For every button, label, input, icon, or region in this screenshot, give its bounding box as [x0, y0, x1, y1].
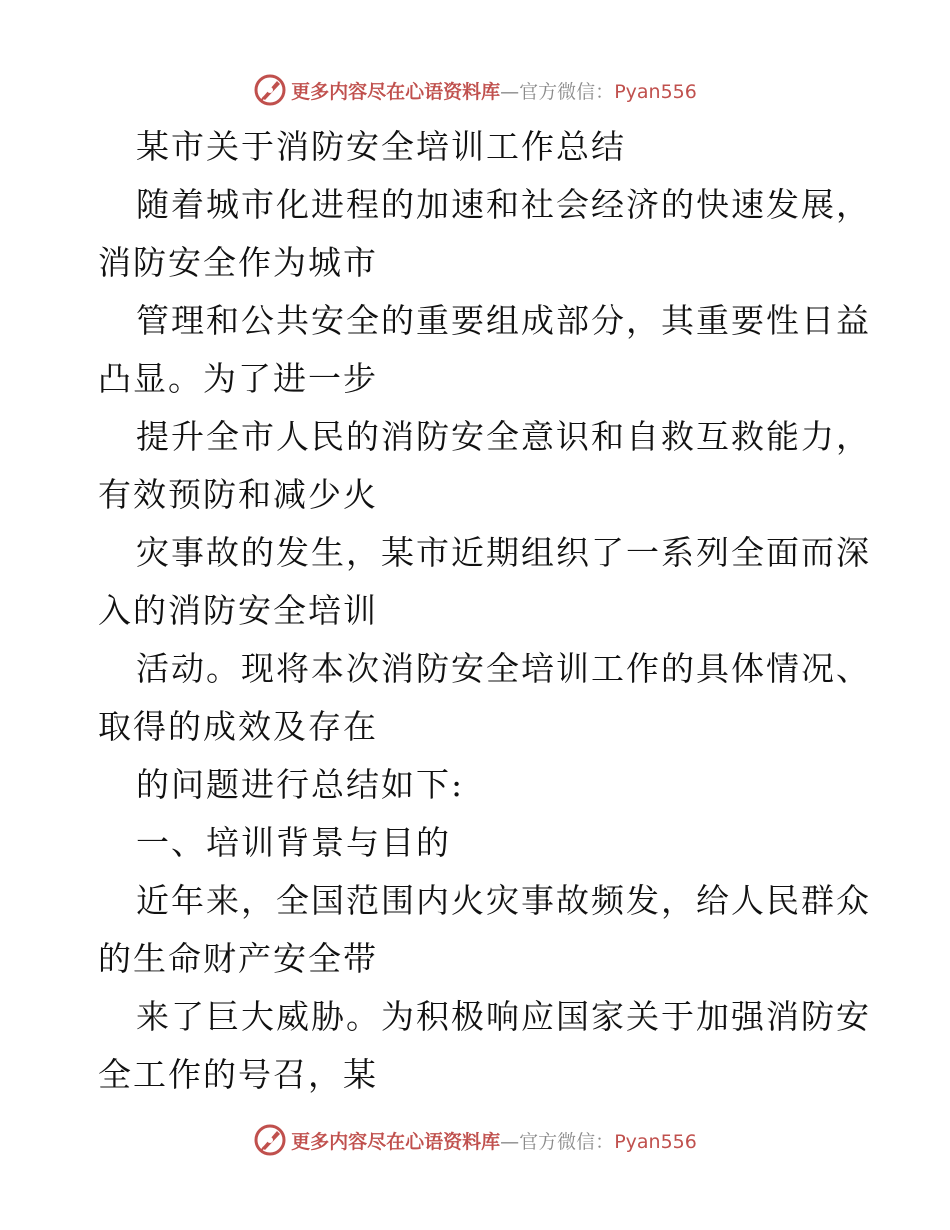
banner-separator: —	[500, 80, 520, 103]
footer-banner	[0, 1120, 950, 1160]
paragraph-line: 来了巨大威胁。为积极响应国家关于加强消防安	[136, 997, 871, 1036]
quill-pen-logo-icon	[253, 73, 287, 107]
paragraph-line: 管理和公共安全的重要组成部分，其重要性日益	[136, 301, 871, 340]
banner-site-name: 更多内容尽在心语资料库	[291, 80, 501, 103]
paragraph-line: 提升全市人民的消防安全意识和自救互救能力，	[136, 417, 871, 456]
banner-wechat-id: Pyan556	[614, 1130, 697, 1153]
banner-site-name: 更多内容尽在心语资料库	[291, 1130, 501, 1153]
header-banner	[0, 70, 950, 110]
paragraph-line: 凸显。为了进一步	[98, 359, 378, 398]
paragraph-line: 全工作的号召，某	[98, 1055, 378, 1094]
paragraph-line: 取得的成效及存在	[98, 707, 378, 746]
document-title: 某市关于消防安全培训工作总结	[136, 127, 626, 166]
paragraph-line: 灾事故的发生，某市近期组织了一系列全面而深	[136, 533, 871, 572]
banner-text	[291, 77, 697, 104]
banner-wechat-label: 官方微信：	[519, 80, 615, 103]
paragraph-line: 近年来，全国范围内火灾事故频发，给人民群众	[136, 881, 871, 920]
section-heading: 一、培训背景与目的	[136, 823, 451, 862]
paragraph-line: 入的消防安全培训	[98, 591, 378, 630]
paragraph-line: 的生命财产安全带	[98, 939, 378, 978]
paragraph-line: 活动。现将本次消防安全培训工作的具体情况、	[136, 649, 871, 688]
paragraph-line: 消防安全作为城市	[98, 243, 378, 282]
banner-text	[291, 1127, 697, 1154]
banner-wechat-label: 官方微信：	[519, 1130, 615, 1153]
banner-wechat-id: Pyan556	[614, 80, 697, 103]
banner-separator: —	[500, 1130, 520, 1153]
document-body	[98, 118, 871, 1104]
paragraph-line: 随着城市化进程的加速和社会经济的快速发展，	[136, 185, 871, 224]
paragraph-line: 的问题进行总结如下:	[136, 765, 465, 804]
paragraph-line: 有效预防和减少火	[98, 475, 378, 514]
quill-pen-logo-icon	[253, 1123, 287, 1157]
